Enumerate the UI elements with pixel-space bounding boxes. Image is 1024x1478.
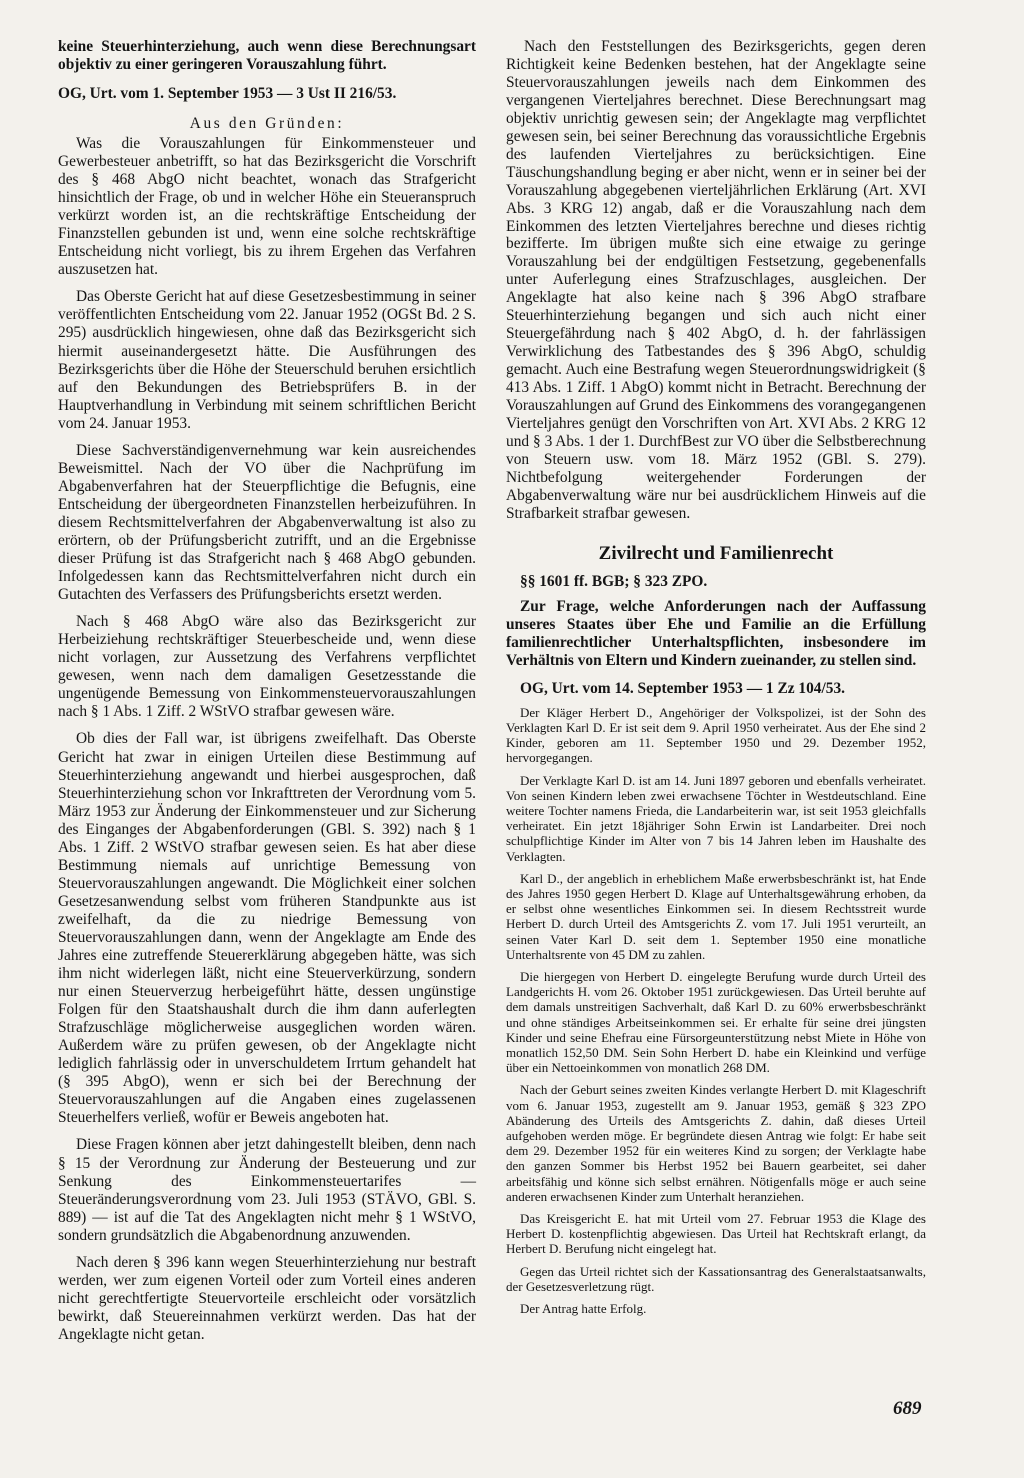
grounds-heading: Aus den Gründen: [189, 115, 345, 132]
decision-citation: OG, Urt. vom 1. September 1953 — 3 Ust II 216/53. [58, 85, 397, 102]
left-column [58, 38, 476, 1353]
body-paragraph: Was die Vorauszahlungen für Einkommensteuer und Gewerbesteuer anbetrifft, so hat das Bezirksgericht die Vorschrift des § 468 AbgO nicht beachtet, wonach das Strafgericht hinsichtlich der Frage, ob und in welcher Höhe ein Steueranspruch verkürzt worden ist, an die rechtskräftige Entscheidung der Finanzstellen gebunden ist und, wenn eine solche rechtskräftige Entscheidung nicht vorliegt, bis zu ihrem Ergehen das Verfahren auszusetzen hat. [58, 135, 476, 279]
body-paragraph: Diese Fragen können aber jetzt dahingestellt bleiben, denn nach § 15 der Verordnung zur Änderung der Besteuerung und zur Senkung des Einkommensteuertarifes — Steueränderungsverordnung vom 23. Juli 1953 (STÄVO, GBl. S. 889) — ist auf die Tat des Angeklagten nicht mehr § 1 WStVO, sondern grundsätzlich die Abgabenordnung anzuwenden. [58, 1136, 476, 1244]
body-paragraph: Das Oberste Gericht hat auf diese Gesetzesbestimmung in seiner veröffentlichten Entscheidung vom 22. Januar 1952 (OGSt Bd. 2 S. 295) ausdrücklich hingewiesen, ohne daß das Bezirksgericht sich hiermit auseinandergesetzt hätte. Die Ausführungen des Bezirksgerichts über die Höhe der Steuerschuld beruhen ersichtlich auf den Bekundungen des Betriebsprüfers B. in der Hauptverhandlung in Verbindung mit seinem schriftlichen Bericht vom 24. Januar 1953. [58, 288, 476, 432]
body-paragraph: Nach § 468 AbgO wäre also das Bezirksgericht zur Herbeiziehung rechtskräftiger Steuerbescheide und, wenn diese nicht vorlagen, zur Aussetzung des Verfahrens verpflichtet gewesen, wenn nach dem damaligen Gesetzesstande die ungenügende Bemessung von Einkommensteuervorauszahlungen nach § 1 Abs. 1 Ziff. 2 WStVO strafbar gewesen wäre. [58, 613, 476, 721]
case-paragraph: Das Kreisgericht E. hat mit Urteil vom 27. Februar 1953 die Klage des Herbert D. kostenpflichtig abgewiesen. Das Urteil hat Rechtskraft erlangt, da Herbert D. Berufung nicht eingelegt hat. [506, 1211, 926, 1257]
body-paragraph: Nach den Feststellungen des Bezirksgerichts, gegen deren Richtigkeit keine Bedenken bestehen, hat der Angeklagte seine Steuervorauszahlungen jeweils nach dem Einkommen des vergangenen Vierteljahres berechnet. Diese Berechnungsart mag objektiv unrichtig gewesen sein; der Angeklagte mag verpflichtet gewesen sein, bei seiner Berechnung das voraussichtliche Ergebnis des laufenden Vierteljahres zu berücksichtigen. Eine Täuschungshandlung beging er aber nicht, wenn er in seiner bei der Vorauszahlung abgegebenen vierteljährlichen Erklärung (Art. XVI Abs. 3 KRG 12) angab, daß er die Vorauszahlung nach dem Einkommen des letzten Vierteljahres berechne und dieses richtig bezifferte. Im übrigen mußte sich eine etwaige zu geringe Vorauszahlung bei der endgültigen Festsetzung, gegebenenfalls unter Auferlegung eines Strafzuschlages, ausgleichen. Der Angeklagte hat also keine nach § 396 AbgO strafbare Steuerhinterziehung begangen und sich auch nicht einer Steuergefährdung nach § 402 AbgO, d. h. der fahrlässigen Verwirklichung des Tatbestandes des § 396 AbgO, schuldig gemacht. Auch eine Bestrafung wegen Steuerordnungswidrigkeit (§ 413 Abs. 1 Ziff. 1 AbgO) kommt nicht in Betracht. Berechnung der Vorauszahlungen auf Grund des Einkommens des vorangegangenen Vierteljahres genügt den Vorschriften von Art. XVI Abs. 2 KRG 12 und § 3 Abs. 1 der 1. DurchfBest zur VO über die Selbstberechnung von Steuern usw. vom 18. März 1952 (GBl. S. 279). Nichtbefolgung weitergehender Forderungen der Abgabenverwaltung wäre nur bei ausdrücklichem Hinweis auf die Strafbarkeit strafbar gewesen. [506, 38, 926, 522]
case-paragraph: Die hiergegen von Herbert D. eingelegte Berufung wurde durch Urteil des Landgerichts H. vom 26. Oktober 1951 zurückgewiesen. Das Urteil beruhte auf dem damals unstreitigen Sachverhalt, daß Karl D. zu 60% erwerbsbeschränkt und ohne ständiges Arbeitseinkommen sei. Er erhalte für seine drei jüngsten Kinder und seine Ehefrau eine Fürsorgeunterstützung nebst Miete in Höhe von monatlich 152,50 DM. Sein Sohn Herbert D. habe ein Kleinkind und verfüge über ein Nettoeinkommen von monatlich 268 DM. [506, 968, 926, 1076]
body-paragraph: Nach deren § 396 kann wegen Steuerhinterziehung nur bestraft werden, wer zum eigenen Vorteil oder zum Vorteil eines anderen nicht gerechtfertigte Steuervorteile erschleicht oder vorsätzlich bewirkt, daß Steuereinnahmen verkürzt werden. Das hat der Angeklagte nicht getan. [58, 1253, 476, 1343]
decision-citation: OG, Urt. vom 14. September 1953 — 1 Zz 104/53. [520, 679, 846, 697]
headnote: Zur Frage, welche Anforderungen nach der Auffassung unseres Staates über Ehe und Familie an die Erfüllung familienrechtlicher Unterhaltspflichten, insbesondere im Verhältnis von Eltern und Kindern zueinander, zu stellen sind. [506, 597, 926, 669]
page-number: 689 [893, 1398, 922, 1419]
headnote-continuation: keine Steuerhinterziehung, auch wenn diese Berechnungsart objektiv zu einer geringeren Vorauszahlung führt. [58, 38, 476, 73]
body-paragraph: Ob dies der Fall war, ist übrigens zweifelhaft. Das Oberste Gericht hat zwar in einigen Urteilen diese Bestimmung auf Steuerhinterziehung angewandt und hierbei ausgesprochen, daß Steuerhinterziehung schon vor Inkrafttreten der Verordnung vom 5. März 1953 zur Änderung der Einkommensteuer und zur Sicherung des Einganges der Abgabenforderungen (GBl. S. 392) nach § 1 Abs. 1 Ziff. 2 WStVO strafbar gewesen seien. Es hat aber diese Bestimmung niemals auf unrichtige Bemessung von Steuervorauszahlungen angewandt. Die Möglichkeit einer solchen Gesetzesanwendung selbst vom früheren Standpunkte aus ist zweifelhaft, da die zu niedrige Bemessung von Steuervorauszahlungen dann, wenn der Angeklagte am Ende des Jahres eine zutreffende Steuererklärung abgegeben hätte, was sich ihm nicht widerlegen läßt, nicht eine Steuerverkürzung, sondern nur einen Steuerverzug herbeigeführt hätte, dessen ungünstige Folgen für den Staatshaushalt durch die ihm dann auferlegten Strafzuschläge möglicherweise ausgeglichen worden wären. Außerdem wäre zu prüfen gewesen, ob der Angeklagte nicht lediglich fahrlässig oder in unverschuldetem Irrtum gehandelt hat (§ 395 AbgO), wenn er sich bei der Berechnung der Steuervorauszahlungen auf die Angaben eines zugelassenen Steuerhelfers verließ, wofür er Beweis angeboten hat. [58, 730, 476, 1127]
case-paragraph: Gegen das Urteil richtet sich der Kassationsantrag des Generalstaatsanwalts, der Gesetzesverletzung rügt. [506, 1263, 926, 1294]
body-paragraph: Diese Sachverständigenvernehmung war kein ausreichendes Beweismittel. Nach der VO über die Nachprüfung im Abgabenverfahren hat der Steuerpflichtige die Befugnis, eine Entscheidung der übergeordneten Finanzstellen herbeizuführen. In diesem Rechtsmittelverfahren der Abgabenverwaltung ist also zu erörtern, ob der Prüfungsbericht zutrifft, und an die Ergebnisse dieser Prüfung ist das Strafgericht nach § 468 AbgO gebunden. Infolgedessen kann das Rechtsmittelverfahren nicht durch ein Gutachten des Verfassers des Prüfungsberichts ersetzt werden. [58, 441, 476, 604]
case-paragraph: Der Antrag hatte Erfolg. [520, 1301, 647, 1317]
case-paragraph: Der Verklagte Karl D. ist am 14. Juni 1897 geboren und ebenfalls verheiratet. Von seinen Kindern leben zwei erwachsene Töchter in Westdeutschland. Eine weitere Tochter namens Frieda, die Landarbeiterin war, ist seit 1953 gleichfalls verheiratet. Ein jetzt 18jähriger Sohn Erwin ist Landarbeiter. Drei noch schulpflichtige Kinder im Alter von 7 bis 14 Jahren leben im Haushalte des Verklagten. [506, 772, 926, 864]
case-paragraph: Der Kläger Herbert D., Angehöriger der Volkspolizei, ist der Sohn des Verklagten Karl D. Er ist seit dem 9. April 1950 verheiratet. Aus der Ehe sind 2 Kinder, geboren am 11. September 1950 und 29. Dezember 1952, hervorgegangen. [506, 704, 926, 766]
case-paragraph: Karl D., der angeblich in erheblichem Maße erwerbsbeschränkt ist, hat Ende des Jahres 1950 gegen Herbert D. Klage auf Unterhaltsgewährung erhoben, da er selbst ohne wesentliches Einkommen sei. In diesem Rechtsstreit wurde Herbert D. durch Urteil des Amtsgerichts Z. vom 17. Juli 1951 verurteilt, an seinen Vater Karl D. seit dem 1. September 1950 eine monatliche Unterhaltsrente von 45 DM zu zahlen. [506, 870, 926, 962]
statute-reference: §§ 1601 ff. BGB; § 323 ZPO. [520, 572, 708, 590]
case-paragraph: Nach der Geburt seines zweiten Kindes verlangte Herbert D. mit Klageschrift vom 6. Januar 1953, zugestellt am 9. Januar 1953, gemäß § 323 ZPO Abänderung des Urteils des Amtsgerichts Z. dahin, daß dieses Urteil aufgehoben werden möge. Er begründete diesen Antrag wie folgt: Er habe seit dem 29. Dezember 1952 für ein weiteres Kind zu sorgen; der Verklagte habe den ganzen Sommer bis Herbst 1952 bei Bauern gearbeitet, sei daher arbeitsfähig und könne sich selbst ernähren. Nötigenfalls möge er auch seine anderen erwachsenen Kinder zum Unterhalt heranziehen. [506, 1082, 926, 1204]
right-column [506, 38, 926, 1323]
section-title: Zivilrecht und Familienrecht [598, 542, 834, 564]
